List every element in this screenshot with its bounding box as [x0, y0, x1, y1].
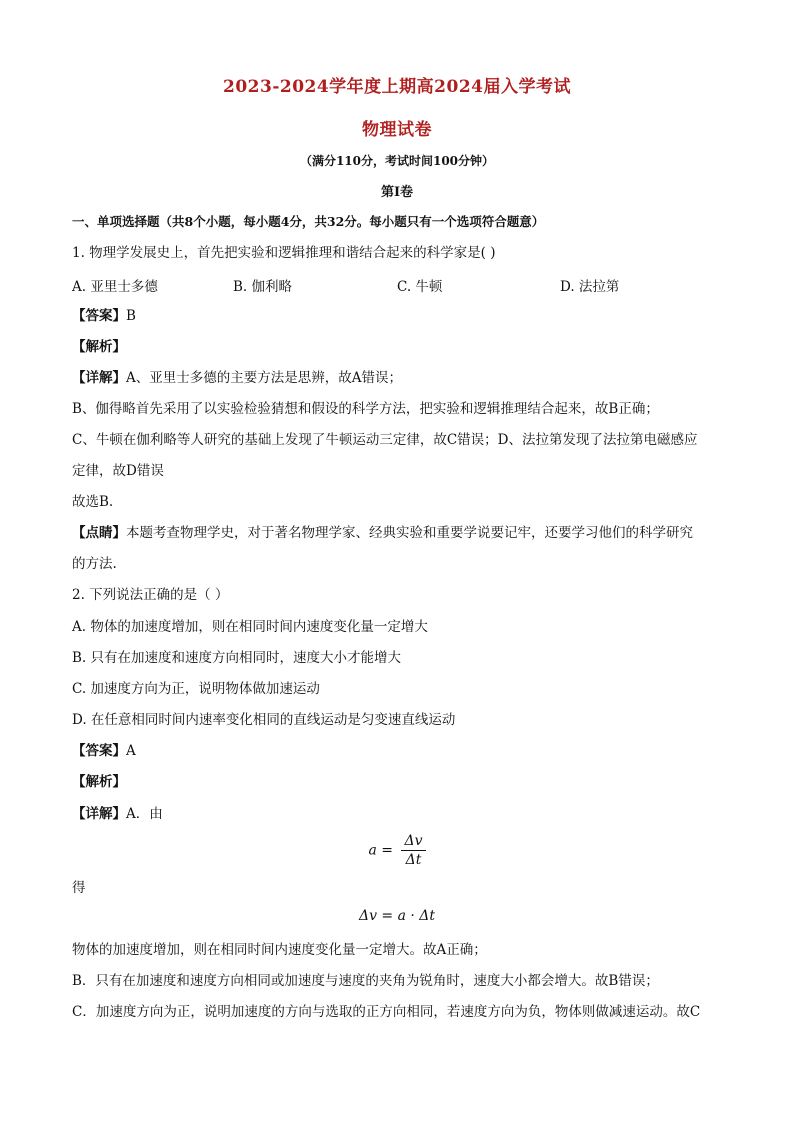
q2-analysis: [72, 773, 722, 791]
q1-stem: 1. 物理学发展史上，首先把实验和逻辑推理和谐结合起来的科学家是( ): [72, 245, 496, 261]
comment-text: 本题考查物理学史，对于著名物理学家、经典实验和重要学说要记牢，还要学习他们的科学研究: [126, 525, 693, 541]
q1-option-d: D. 法拉第: [560, 279, 620, 295]
answer-value: B: [126, 308, 136, 324]
formula-acceleration: [0, 832, 794, 869]
formula-velocity-change: Δv = a · Δt: [358, 908, 436, 924]
q1-detail-2: B、伽得略首先采用了以实验检验猜想和假设的科学方法，把实验和逻辑推理结合起来，故B正确；: [72, 401, 659, 417]
q2-detail-b: B．只有在加速度和速度方向相同或加速度与速度的夹角为锐角时，速度大小都会增大。故B错误；: [72, 973, 659, 989]
q2-option-c: C. 加速度方向为正，说明物体做加速运动: [72, 681, 320, 697]
q1-option-c: C. 牛顿: [397, 279, 443, 295]
q1-conclusion: 故选B.: [72, 494, 114, 510]
q2-detail-intro: [72, 805, 722, 823]
exam-subtitle: 物理试卷: [362, 120, 432, 140]
q1-option-a: A. 亚里士多德: [72, 279, 158, 295]
detail-tag: 【详解】: [72, 806, 126, 822]
analysis-tag: 【解析】: [72, 774, 126, 790]
q1-comment-2: 的方法.: [72, 556, 117, 572]
answer-tag: 【答案】: [72, 308, 126, 324]
detail-tag: 【详解】: [72, 370, 126, 386]
q1-detail-3: C、牛顿在伽利略等人研究的基础上发现了牛顿运动三定律，故C错误；D、法拉第发现了法拉第电磁感应: [72, 432, 698, 448]
detail-text: A、亚里士多德的主要方法是思辨，故A错误；: [126, 370, 402, 386]
q1-option-b: B. 伽利略: [233, 279, 293, 295]
exam-title: 2023-2024学年度上期高2024届入学考试: [223, 77, 571, 97]
formula-fraction: [401, 832, 425, 869]
q1-analysis: [72, 338, 722, 356]
q2-answer: [72, 742, 722, 760]
comment-tag: 【点睛】: [72, 525, 126, 541]
section-heading: 一、单项选择题（共8个小题，每小题4分，共32分。每小题只有一个选项符合题意）: [72, 214, 545, 229]
volume-label: 第Ⅰ卷: [380, 185, 414, 200]
q1-answer: [72, 307, 722, 325]
analysis-tag: 【解析】: [72, 339, 126, 355]
q2-option-d: D. 在任意相同时间内速率变化相同的直线运动是匀变速直线运动: [72, 712, 456, 728]
detail-text: A．由: [126, 806, 163, 822]
q2-detail-a: 物体的加速度增加，则在相同时间内速度变化量一定增大。故A正确；: [72, 942, 487, 958]
q1-detail-1: [72, 369, 722, 387]
q2-detail-c: C．加速度方向为正，说明加速度的方向与选取的正方向相同，若速度方向为负，物体则做减速运动。故C: [72, 1004, 701, 1020]
formula-lhs: a =: [368, 842, 394, 859]
formula-denominator: Δt: [405, 852, 422, 868]
answer-tag: 【答案】: [72, 743, 126, 759]
q2-de: 得: [72, 880, 86, 896]
exam-note: （满分110分，考试时间100分钟）: [299, 154, 495, 168]
q2-option-b: B. 只有在加速度和速度方向相同时，速度大小才能增大: [72, 650, 402, 666]
q2-option-a: A. 物体的加速度增加，则在相同时间内速度变化量一定增大: [72, 619, 428, 635]
q2-stem: 2. 下列说法正确的是（ ）: [72, 587, 229, 603]
formula-numerator: Δv: [401, 832, 425, 851]
answer-value: A: [126, 743, 136, 759]
q1-comment-1: [72, 524, 722, 542]
q1-detail-4: 定律，故D错误: [72, 463, 164, 479]
